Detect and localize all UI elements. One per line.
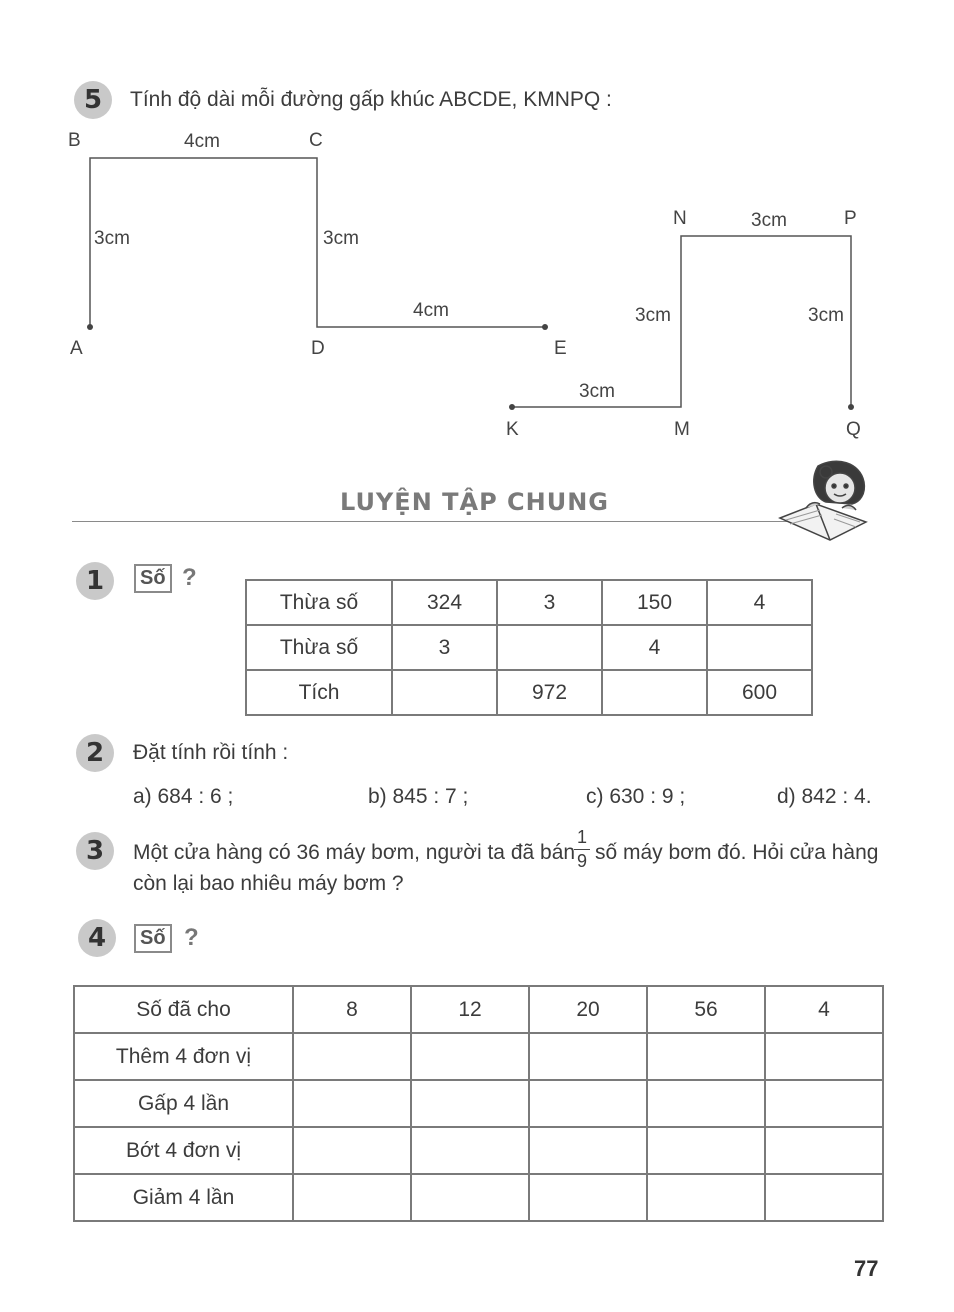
- table-cell: [293, 1080, 411, 1127]
- table-cell: [411, 1174, 529, 1221]
- table-row: [74, 1033, 883, 1080]
- table-cell: [529, 1127, 647, 1174]
- table-cell: 4: [707, 580, 812, 625]
- table-cell: 56: [647, 986, 765, 1033]
- fraction-bar: [574, 849, 590, 850]
- table-cell: [707, 625, 812, 670]
- point-label-b: B: [68, 130, 81, 151]
- point-label-q: Q: [846, 419, 861, 440]
- reading-child-icon: [776, 452, 872, 548]
- exercise-2-badge: 2: [76, 734, 114, 772]
- fraction-denominator: 9: [576, 851, 587, 871]
- length-bc: 4cm: [184, 131, 220, 152]
- table-cell: 3: [392, 625, 497, 670]
- so-label-box: Số: [134, 924, 172, 953]
- point-label-m: M: [674, 419, 690, 440]
- table-row: [246, 580, 812, 625]
- point-e: [542, 324, 548, 330]
- table-cell: [392, 670, 497, 715]
- operations-table: [73, 985, 884, 1222]
- point-label-c: C: [309, 130, 323, 151]
- table-row: [246, 625, 812, 670]
- table-cell: 324: [392, 580, 497, 625]
- row-header: Bớt 4 đơn vị: [74, 1127, 293, 1174]
- exercise-2-text: Đặt tính rồi tính :: [133, 741, 289, 764]
- table-cell: [529, 1174, 647, 1221]
- multiplication-table: [245, 579, 813, 716]
- length-np: 3cm: [751, 210, 787, 231]
- point-label-a: A: [70, 338, 83, 359]
- table-row: [74, 1080, 883, 1127]
- point-label-k: K: [506, 419, 519, 440]
- table-row: [74, 1174, 883, 1221]
- point-a: [87, 324, 93, 330]
- table-cell: 4: [602, 625, 707, 670]
- length-ab: 3cm: [94, 228, 130, 249]
- table-cell: [293, 1127, 411, 1174]
- point-q: [848, 404, 854, 410]
- table-cell: 4: [765, 986, 883, 1033]
- so-label-box: Số: [134, 564, 172, 593]
- question-mark: ?: [184, 924, 199, 951]
- exercise-2b: b) 845 : 7 ;: [368, 785, 469, 808]
- table-cell: 600: [707, 670, 812, 715]
- point-label-e: E: [554, 338, 567, 359]
- section-divider: [72, 521, 802, 522]
- length-mn: 3cm: [635, 305, 671, 326]
- exercise-2a: a) 684 : 6 ;: [133, 785, 234, 808]
- table-cell: [647, 1127, 765, 1174]
- polyline-diagram: [0, 0, 954, 470]
- table-cell: 972: [497, 670, 602, 715]
- table-cell: 150: [602, 580, 707, 625]
- table-cell: [293, 1033, 411, 1080]
- row-header: Giảm 4 lần: [74, 1174, 293, 1221]
- row-header: Gấp 4 lần: [74, 1080, 293, 1127]
- row-header: Thừa số: [246, 580, 392, 625]
- point-label-n: N: [673, 208, 687, 229]
- table-cell: [411, 1033, 529, 1080]
- table-row: [246, 670, 812, 715]
- polyline-abcde: [90, 158, 545, 327]
- table-cell: [529, 1080, 647, 1127]
- table-cell: [647, 1174, 765, 1221]
- row-header: Tích: [246, 670, 392, 715]
- table-cell: [411, 1080, 529, 1127]
- exercise-1-badge: 1: [76, 562, 114, 600]
- point-k: [509, 404, 515, 410]
- table-cell: [765, 1127, 883, 1174]
- table-cell: [529, 1033, 647, 1080]
- table-cell: [497, 625, 602, 670]
- table-row: [74, 1127, 883, 1174]
- length-pq: 3cm: [808, 305, 844, 326]
- point-label-p: P: [844, 208, 857, 229]
- table-cell: 12: [411, 986, 529, 1033]
- table-cell: [411, 1127, 529, 1174]
- table-cell: [765, 1174, 883, 1221]
- table-cell: 3: [497, 580, 602, 625]
- row-header: Thừa số: [246, 625, 392, 670]
- polyline-kmnpq: [512, 236, 851, 407]
- section-title: LUYỆN TẬP CHUNG: [340, 488, 610, 516]
- exercise-5-badge: 5: [74, 81, 112, 119]
- length-cd: 3cm: [323, 228, 359, 249]
- fraction-one-ninth: [574, 827, 590, 872]
- length-de: 4cm: [413, 300, 449, 321]
- table-cell: [647, 1080, 765, 1127]
- table-cell: [765, 1033, 883, 1080]
- exercise-3-badge: 3: [76, 832, 114, 870]
- exercise-4-badge: 4: [78, 919, 116, 957]
- fraction-numerator: 1: [576, 827, 587, 847]
- exercise-2c: c) 630 : 9 ;: [586, 785, 686, 808]
- page-number: 77: [854, 1256, 879, 1281]
- table-cell: [765, 1080, 883, 1127]
- exercise-5-text: Tính độ dài mỗi đường gấp khúc ABCDE, KMNPQ :: [130, 88, 612, 111]
- exercise-3-text-before: Một cửa hàng có 36 máy bơm, người ta đã bán: [133, 841, 576, 864]
- table-cell: [293, 1174, 411, 1221]
- exercise-3-line-2: còn lại bao nhiêu máy bơm ?: [133, 872, 404, 895]
- exercise-2d: d) 842 : 4.: [777, 785, 872, 808]
- table-row: [74, 986, 883, 1033]
- exercise-3-text-after: số máy bơm đó. Hỏi cửa hàng: [595, 841, 879, 864]
- point-label-d: D: [311, 338, 325, 359]
- row-header: Thêm 4 đơn vị: [74, 1033, 293, 1080]
- row-header: Số đã cho: [74, 986, 293, 1033]
- table-cell: [602, 670, 707, 715]
- table-cell: 20: [529, 986, 647, 1033]
- question-mark: ?: [182, 564, 197, 591]
- length-km: 3cm: [579, 381, 615, 402]
- table-cell: 8: [293, 986, 411, 1033]
- table-cell: [647, 1033, 765, 1080]
